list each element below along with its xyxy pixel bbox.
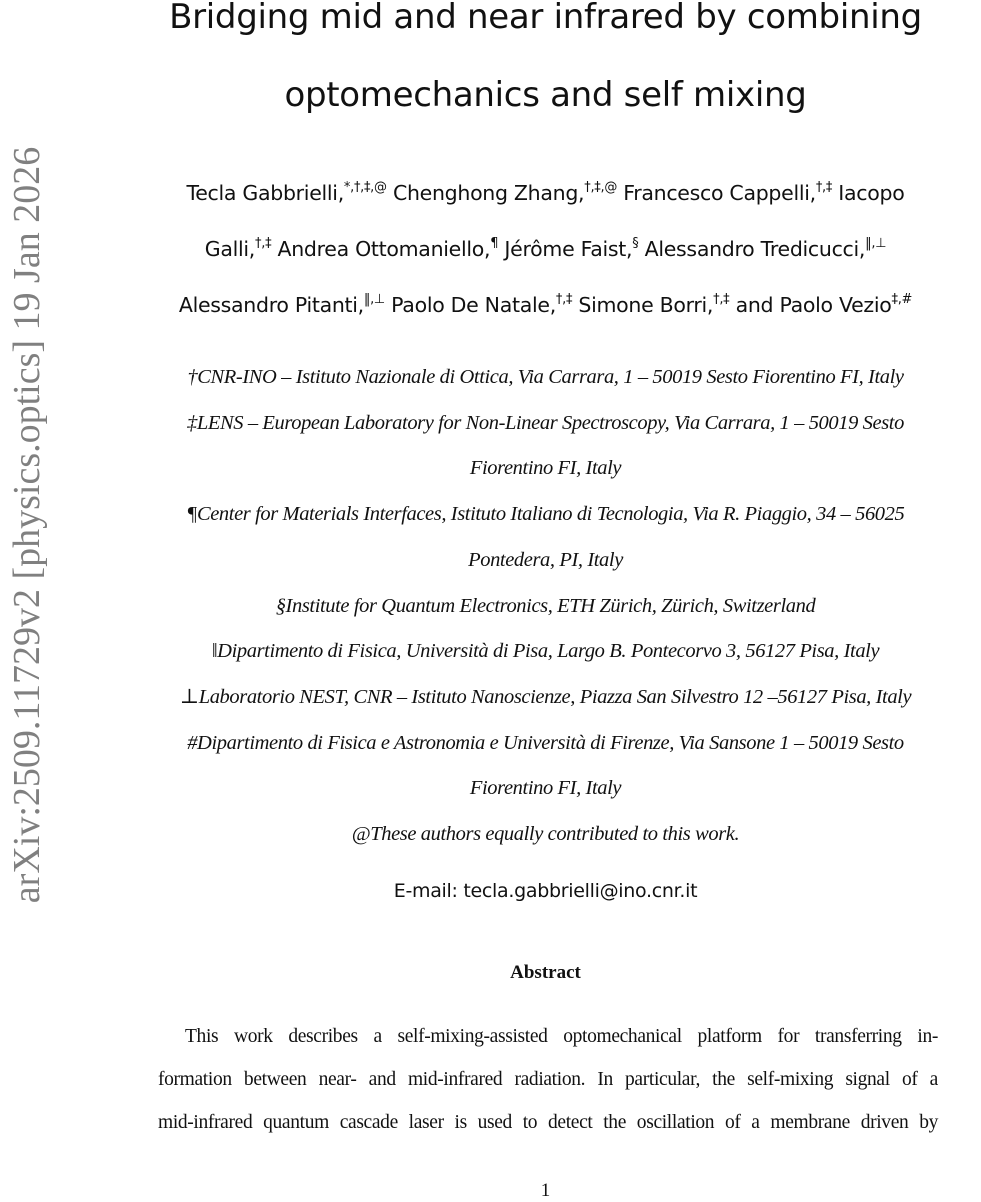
- arxiv-identifier: arXiv:2509.11729v2 [physics.optics] 19 Jan 2026: [6, 146, 48, 904]
- author-name: Iacopo: [832, 181, 905, 205]
- author-name: Jérôme Faist,: [498, 237, 633, 261]
- affiliation-iit: ¶Center for Materials Interfaces, Istituto Italiano di Tecnologia, Via R. Piaggio, 34 – 56025: [186, 503, 905, 526]
- affiliation-list: [110, 355, 981, 858]
- affiliation-nest: ⊥Laboratorio NEST, CNR – Istituto Nanoscienze, Piazza San Silvestro 12 –56127 Pisa, Italy: [179, 685, 912, 708]
- author-list: [110, 165, 981, 333]
- equal-contribution-note: @These authors equally contributed to this work.: [351, 823, 740, 846]
- author-affiliation-marks: †,‡: [815, 180, 833, 195]
- abstract-line: mid-infrared quantum cascade laser is used to detect the oscillation of a membrane driven by: [158, 1112, 938, 1133]
- author-affiliation-marks: †,‡: [713, 292, 730, 307]
- affiliation-lens-cont: Fiorentino FI, Italy: [469, 457, 622, 480]
- title-line: optomechanics and self mixing: [284, 75, 807, 115]
- author-affiliation-marks: *,†,‡,@: [343, 180, 387, 195]
- abstract-line: This work describes a self-mixing-assisted optomechanical platform for transferring in-: [185, 1026, 938, 1047]
- author-affiliation-marks: ¶: [490, 236, 499, 251]
- email-label: E-mail:: [393, 880, 464, 902]
- author-affiliation-marks: ‖,⊥: [363, 292, 385, 307]
- affiliation-lens: ‡LENS – European Laboratory for Non-Linear Spectroscopy, Via Carrara, 1 – 50019 Sesto: [187, 411, 904, 434]
- page-number: 1: [540, 1180, 551, 1201]
- author-line: [110, 221, 981, 277]
- affiliation-firenze-cont: Fiorentino FI, Italy: [469, 777, 622, 800]
- author-name: Francesco Cappelli,: [617, 181, 816, 205]
- author-affiliation-marks: †,‡: [255, 236, 272, 251]
- affiliation-cnr-ino: †CNR-INO – Istituto Nazionale di Ottica, Via Carrara, 1 – 50019 Sesto Fiorentino FI, Italy: [187, 366, 904, 388]
- affiliation-iit-cont: Pontedera, PI, Italy: [468, 548, 623, 571]
- author-line: [110, 277, 981, 333]
- author-affiliation-marks: §: [632, 236, 639, 251]
- author-affiliation-marks: ‖,⊥: [865, 236, 887, 251]
- author-affiliation-marks: †,‡: [555, 292, 573, 307]
- abstract-line: formation between near- and mid-infrared radiation. In particular, the self-mixing signal of a: [158, 1069, 938, 1090]
- author-name: Tecla Gabbrielli,: [186, 181, 344, 205]
- title-line: Bridging mid and near infrared by combining: [169, 0, 922, 37]
- email-address-link[interactable]: tecla.gabbrielli@ino.cnr.it: [463, 880, 698, 902]
- author-name: Andrea Ottomaniello,: [271, 237, 491, 261]
- affiliation-firenze: #Dipartimento di Fisica e Astronomia e Università di Firenze, Via Sansone 1 – 50019 Sesto: [187, 731, 904, 754]
- paper-title: [110, 0, 981, 134]
- author-name: Galli,: [204, 237, 256, 261]
- author-line: [110, 165, 981, 221]
- abstract-heading: Abstract: [510, 962, 581, 983]
- author-name: and Paolo Vezio: [729, 293, 892, 317]
- author-affiliation-marks: †,‡,@: [584, 180, 618, 195]
- author-name: Chenghong Zhang,: [386, 181, 585, 205]
- affiliation-pisa: ‖Dipartimento di Fisica, Università di Pisa, Largo B. Pontecorvo 3, 56127 Pisa, Italy: [211, 640, 880, 663]
- author-name: Paolo De Natale,: [384, 293, 556, 317]
- author-name: Simone Borri,: [572, 293, 714, 317]
- affiliation-eth: §Institute for Quantum Electronics, ETH Zürich, Zürich, Switzerland: [275, 594, 816, 617]
- contact-email: [110, 880, 981, 902]
- abstract-text: [158, 1015, 938, 1144]
- arxiv-stamp: [2, 135, 52, 915]
- author-name: Alessandro Pitanti,: [178, 293, 364, 317]
- author-affiliation-marks: ‡,#: [891, 292, 913, 307]
- author-name: Alessandro Tredicucci,: [638, 237, 866, 261]
